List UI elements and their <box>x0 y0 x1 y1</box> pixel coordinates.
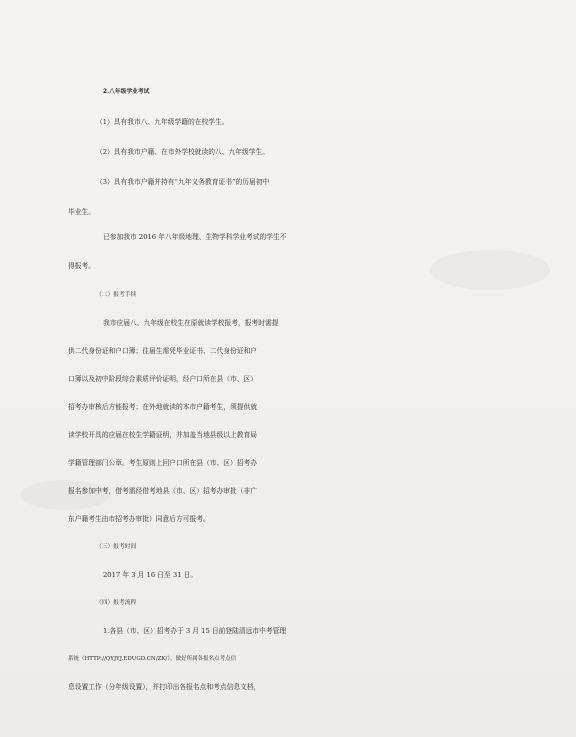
paragraph-line: 息设置工作（分年级设置），并打印出各报名点和考点信息文档， <box>68 683 261 691</box>
section-heading: 2.八年级学业考试 <box>103 89 150 95</box>
paragraph-line: 得报考。 <box>68 262 96 270</box>
paragraph-line: 供二代身份证和户口簿；往届生需凭毕业证书、二代身份证和户 <box>68 347 258 355</box>
paragraph-line: 2017 年 3 月 16 日至 31 日。 <box>103 571 198 579</box>
paragraph-line: 读学校开具的应届在校生学籍证明，并加盖当地县级以上教育局 <box>68 431 258 439</box>
paragraph-line: 口簿以及初中阶段综合素质评价证明，经户口所在县（市、区） <box>68 375 258 383</box>
paragraph-line: （1）具有我市八、九年级学籍的在校学生。 <box>96 118 229 126</box>
section-heading: （二）报考手续 <box>96 292 137 298</box>
paragraph-line: 我市应届八、九年级在校生在原就读学校报考，报考时需提 <box>103 319 279 327</box>
section-heading: （四）报考流程 <box>96 600 137 606</box>
paragraph-line: 1.各县（市、区）招考办于 3 月 15 日前登陆清远市中考管理 <box>103 627 287 635</box>
paragraph-line: 报名参加中考，借考需经借考地县（市、区）招考办审批（非广 <box>68 487 258 495</box>
paragraph-line: 东户籍考生由市招考办审批）同意后方可报考。 <box>68 515 210 523</box>
paragraph-line: （2）具有我市户籍、在市外学校就读的八、九年级学生。 <box>96 148 270 156</box>
paragraph-line: 系统（HTTP://QYJYJ.EDUGD.CN/ZK/），做好所属各报名点考点信 <box>68 656 237 662</box>
paragraph-line: （3）具有我市户籍并持有“九年义务教育证书”的历届初中 <box>96 178 270 186</box>
paragraph-line: 招考办审核后方能报考；在外地就读的本市户籍考生，须提供就 <box>68 403 258 411</box>
paragraph-line: 毕业生。 <box>68 208 96 216</box>
paragraph-line: 已参加我市 2016 年八年级地理、生物学科学业考试的学生不 <box>103 233 287 241</box>
section-heading: （三）报考时间 <box>96 544 137 550</box>
paragraph-line: 学籍管理部门公章。考生原则上回户口所在县（市、区）招考办 <box>68 459 258 467</box>
